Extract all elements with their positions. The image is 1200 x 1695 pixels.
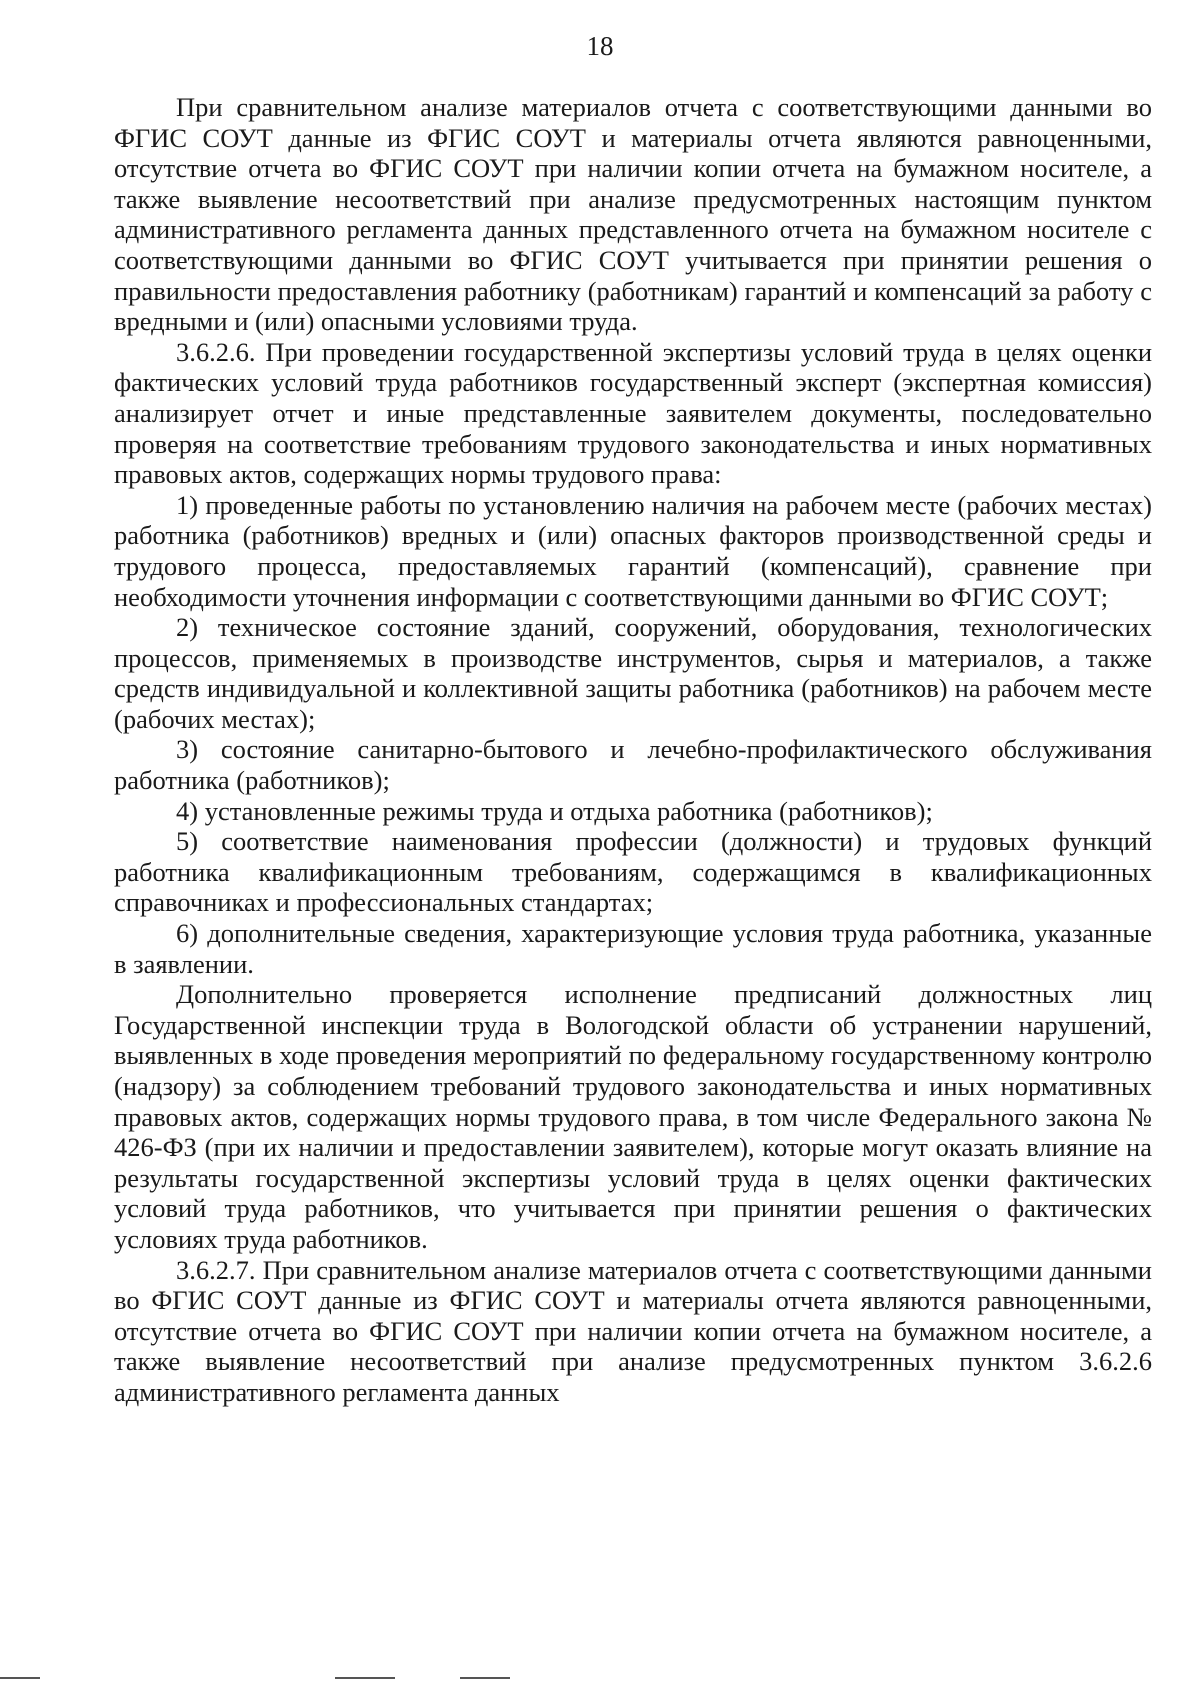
paragraph-comparative-analysis: При сравнительном анализе материалов отчета с соответствующими данными во ФГИС СОУТ данные из ФГИС СОУТ и материалы отчета являются равноценными, отсутствие отчета во ФГИС СОУТ при наличии копии отчета на бумажном носителе, а также выявление несоответствий при анализе предусмотренных настоящим пунктом административного регламента данных представленного отчета на бумажном носителе с соответствующими данными во ФГИС СОУТ учитывается при принятии решения о правильности предоставления работнику (работникам) гарантий и компенсаций за работу с вредными и (или) опасными условиями труда. bbox=[114, 92, 1152, 337]
list-item-1: 1) проведенные работы по установлению наличия на рабочем месте (рабочих местах) работника (работников) вредных и (или) опасных факторов производственной среды и трудового процесса, предоставляемых гарантий (компенсаций), сравнение при необходимости уточнения информации с соответствующими данными во ФГИС СОУТ; bbox=[114, 489, 1152, 612]
page-number: 18 bbox=[586, 31, 614, 61]
paragraph-additional-check: Дополнительно проверяется исполнение предписаний должностных лиц Государственной инспекции труда в Вологодской области об устранении нарушений, выявленных в ходе проведения мероприятий по федеральному государственному контролю (надзору) за соблюдением требований трудового законодательства и иных нормативных правовых актов, содержащих нормы трудового права, в том числе Федерального закона № 426-ФЗ (при их наличии и предоставлении заявителем), которые могут оказать влияние на результаты государственной экспертизы условий труда в целях оценки фактических условий труда работников, что учитывается при принятии решения о фактических условиях труда работников. bbox=[114, 979, 1152, 1254]
paragraph-3-6-2-6: 3.6.2.6. При проведении государственной экспертизы условий труда в целях оценки фактических условий труда работников государственный эксперт (экспертная комиссия) анализирует отчет и иные представленные заявителем документы, последовательно проверяя на соответствие требованиям трудового законодательства и иных нормативных правовых актов, содержащих нормы трудового права: bbox=[114, 336, 1152, 490]
list-item-5: 5) соответствие наименования профессии (должности) и трудовых функций работника квалификационным требованиям, содержащимся в квалификационных справочниках и профессиональных стандартах; bbox=[114, 826, 1152, 918]
list-item-3: 3) состояние санитарно-бытового и лечебно-профилактического обслуживания работника (работников); bbox=[114, 734, 1152, 796]
document-body bbox=[114, 92, 1152, 1408]
list-item-6: 6) дополнительные сведения, характеризующие условия труда работника, указанные в заявлении. bbox=[114, 918, 1152, 979]
scan-mark bbox=[335, 1677, 395, 1679]
list-item-4: 4) установленные режимы труда и отдыха работника (работников); bbox=[176, 795, 933, 826]
scan-mark bbox=[0, 1677, 40, 1679]
list-item-2: 2) техническое состояние зданий, сооружений, оборудования, технологических процессов, применяемых в производстве инструментов, сырья и материалов, а также средств индивидуальной и коллективной защиты работника (работников) на рабочем месте (рабочих местах); bbox=[114, 612, 1152, 734]
scan-mark bbox=[460, 1677, 510, 1679]
paragraph-3-6-2-7: 3.6.2.7. При сравнительном анализе материалов отчета с соответствующими данными во ФГИС СОУТ данные из ФГИС СОУТ и материалы отчета являются равноценными, отсутствие отчета во ФГИС СОУТ при наличии копии отчета на бумажном носителе, а также выявление несоответствий при анализе предусмотренных пунктом 3.6.2.6 административного регламента данных bbox=[114, 1254, 1152, 1407]
scan-edge-marks bbox=[0, 1675, 1200, 1683]
